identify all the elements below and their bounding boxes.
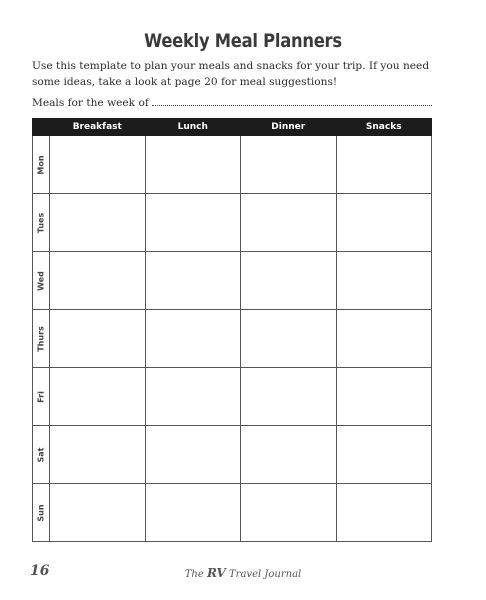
meal-planner-table	[32, 118, 432, 542]
meal-cell-dinner[interactable]	[241, 484, 337, 542]
footer-the: The	[184, 569, 204, 580]
meal-cell-lunch[interactable]	[145, 194, 241, 252]
table-row	[33, 368, 432, 426]
meal-cell-breakfast[interactable]	[50, 194, 146, 252]
table-row	[33, 426, 432, 484]
column-header-lunch: Lunch	[145, 119, 241, 136]
meal-cell-breakfast[interactable]	[50, 484, 146, 542]
footer-rest: Travel Journal	[229, 569, 302, 580]
meal-cell-lunch[interactable]	[145, 368, 241, 426]
day-label-wed: Wed	[36, 270, 46, 291]
meal-cell-breakfast[interactable]	[50, 310, 146, 368]
meal-cell-snacks[interactable]	[336, 252, 432, 310]
table-row	[33, 310, 432, 368]
meal-cell-lunch[interactable]	[145, 136, 241, 194]
day-cell	[33, 252, 50, 310]
column-header-breakfast: Breakfast	[50, 119, 146, 136]
meal-cell-breakfast[interactable]	[50, 368, 146, 426]
page-title: Weekly Meal Planners	[144, 30, 342, 52]
meal-cell-dinner[interactable]	[241, 310, 337, 368]
meal-cell-dinner[interactable]	[241, 136, 337, 194]
table-row	[33, 252, 432, 310]
meal-cell-snacks[interactable]	[336, 426, 432, 484]
meal-cell-lunch[interactable]	[145, 252, 241, 310]
meal-cell-snacks[interactable]	[336, 484, 432, 542]
day-cell	[33, 136, 50, 194]
meal-cell-breakfast[interactable]	[50, 136, 146, 194]
day-label-sat: Sat	[36, 447, 46, 462]
table-row	[33, 136, 432, 194]
header-row	[33, 119, 432, 136]
week-of-fill-line[interactable]	[152, 96, 432, 106]
footer-title	[0, 566, 486, 580]
meal-cell-lunch[interactable]	[145, 484, 241, 542]
intro-text: Use this template to plan your meals and snacks for your trip. If you need some ideas, take a look at page 20 for meal suggestions!	[32, 60, 430, 88]
table-row	[33, 194, 432, 252]
day-cell	[33, 194, 50, 252]
day-label-tues: Tues	[36, 212, 46, 233]
day-label-mon: Mon	[36, 154, 46, 175]
day-cell	[33, 426, 50, 484]
meal-cell-breakfast[interactable]	[50, 426, 146, 484]
meal-cell-breakfast[interactable]	[50, 252, 146, 310]
meal-cell-dinner[interactable]	[241, 252, 337, 310]
page-number: 16	[30, 563, 50, 579]
day-cell	[33, 310, 50, 368]
day-label-thurs: Thurs	[36, 325, 46, 352]
day-cell	[33, 484, 50, 542]
meal-cell-dinner[interactable]	[241, 194, 337, 252]
table-row	[33, 484, 432, 542]
meal-cell-lunch[interactable]	[145, 310, 241, 368]
meal-cell-lunch[interactable]	[145, 426, 241, 484]
column-header-snacks: Snacks	[336, 119, 432, 136]
day-label-sun: Sun	[36, 503, 46, 522]
footer-brand: RV	[206, 566, 226, 580]
week-of-line	[32, 96, 432, 109]
meal-cell-snacks[interactable]	[336, 194, 432, 252]
meal-cell-snacks[interactable]	[336, 310, 432, 368]
column-header-dinner: Dinner	[241, 119, 337, 136]
week-of-label: Meals for the week of	[32, 97, 149, 109]
meal-cell-snacks[interactable]	[336, 136, 432, 194]
day-cell	[33, 368, 50, 426]
day-label-fri: Fri	[36, 390, 46, 403]
meal-cell-dinner[interactable]	[241, 368, 337, 426]
meal-cell-snacks[interactable]	[336, 368, 432, 426]
corner-cell	[33, 119, 50, 136]
meal-cell-dinner[interactable]	[241, 426, 337, 484]
